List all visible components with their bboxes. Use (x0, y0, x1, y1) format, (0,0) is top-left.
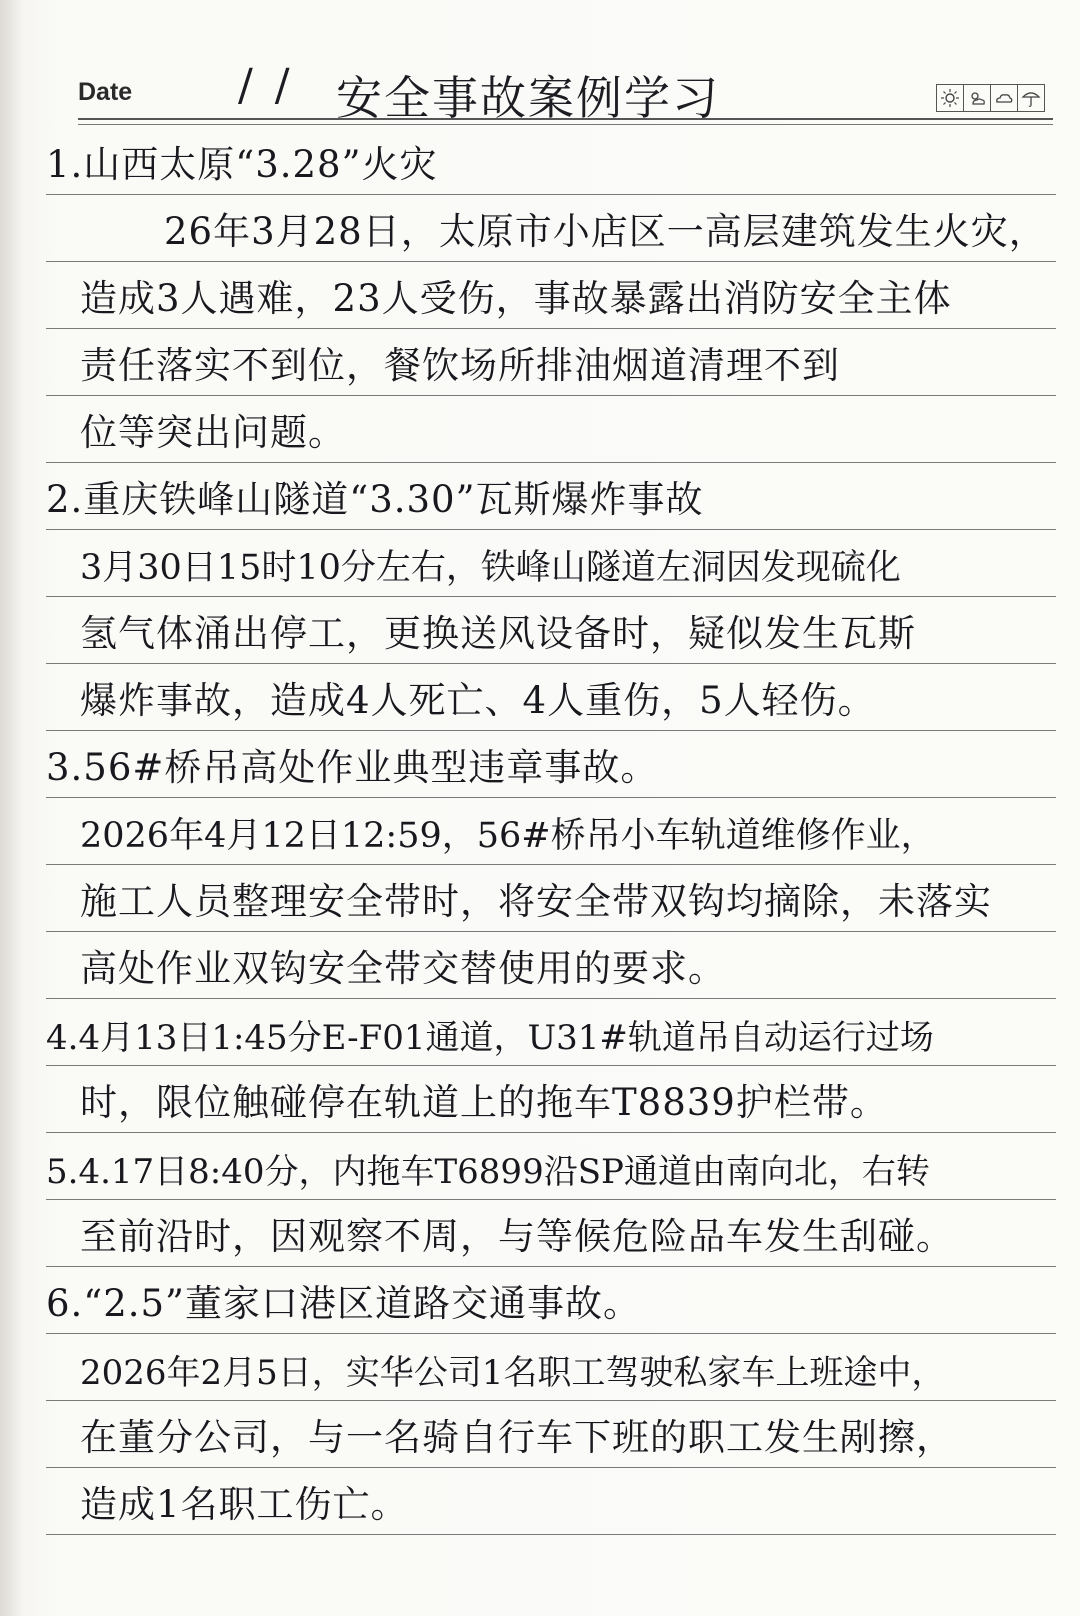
rain-icon (1018, 85, 1044, 111)
note-text: 2026年4月12日12:59，56#桥吊小车轨道维修作业， (80, 816, 936, 856)
note-text: 位等突出问题。 (80, 411, 346, 454)
note-line (46, 1401, 1056, 1468)
cloudy-icon (991, 85, 1018, 111)
case-heading-1: 1.山西太原“3.28”火灾 (46, 143, 438, 186)
case-heading-6: 6.“2.5”董家口港区道路交通事故。 (46, 1282, 641, 1325)
case-heading-3: 3.56#桥吊高处作业典型违章事故。 (46, 746, 659, 789)
note-line (46, 1066, 1056, 1133)
note-text: 爆炸事故，造成4人死亡、4人重伤，5人轻伤。 (80, 679, 876, 722)
note-text: 时，限位触碰停在轨道上的拖车T8839护栏带。 (80, 1081, 888, 1124)
date-label: Date (78, 78, 133, 106)
note-text: 2026年2月5日，实华公司1名职工驾驶私家车上班途中， (80, 1353, 946, 1393)
note-line (46, 195, 1056, 262)
note-line (46, 1200, 1056, 1267)
header-divider-secondary (78, 124, 1053, 125)
case-heading-5: 5.4.17日8:40分，内拖车T6899沿SP通道由南向北，右转 (46, 1152, 930, 1192)
note-line (46, 396, 1056, 463)
note-text: 在董分公司，与一名骑自行车下班的职工发生剐擦， (80, 1416, 954, 1459)
note-text: 责任落实不到位，餐饮场所排油烟道清理不到 (80, 344, 840, 387)
partly-sunny-icon (964, 85, 991, 111)
note-text: 造成3人遇难，23人受伤，事故暴露出消防安全主体 (80, 277, 952, 320)
note-line (46, 1133, 1056, 1200)
case-heading-2: 2.重庆铁峰山隧道“3.30”瓦斯爆炸事故 (46, 478, 704, 521)
date-value: / / (238, 60, 294, 111)
note-line (46, 999, 1056, 1066)
note-line (46, 1334, 1056, 1401)
sunny-icon (937, 85, 964, 111)
note-text: 造成1名职工伤亡。 (80, 1483, 409, 1526)
note-text: 26年3月28日，太原市小店区一高层建筑发生火灾， (164, 210, 1047, 253)
note-line (46, 463, 1056, 530)
weather-boxes (936, 84, 1045, 112)
note-text: 至前沿时，因观察不周，与等候危险品车发生刮碰。 (80, 1215, 954, 1258)
page-header (78, 58, 1053, 125)
note-line (46, 329, 1056, 396)
note-text: 氢气体涌出停工，更换送风设备时，疑似发生瓦斯 (80, 612, 916, 655)
note-line (46, 597, 1056, 664)
page-title: 安全事故案例学习 (336, 71, 720, 125)
note-line (46, 932, 1056, 999)
note-line (46, 1267, 1056, 1334)
note-line (46, 731, 1056, 798)
note-line (46, 798, 1056, 865)
note-line (46, 664, 1056, 731)
note-line (46, 1468, 1056, 1535)
note-line (46, 262, 1056, 329)
note-line (46, 865, 1056, 932)
note-line (46, 530, 1056, 597)
note-text: 施工人员整理安全带时，将安全带双钩均摘除，未落实 (80, 880, 992, 923)
note-line (46, 128, 1056, 195)
note-text: 高处作业双钩安全带交替使用的要求。 (80, 947, 726, 990)
header-divider (78, 118, 1053, 120)
note-text: 3月30日15时10分左右，铁峰山隧道左洞因发现硫化 (80, 548, 901, 588)
case-heading-4: 4.4月13日1:45分E-F01通道，U31#轨道吊自动运行过场 (46, 1018, 934, 1058)
handwritten-notes (46, 128, 1056, 1535)
